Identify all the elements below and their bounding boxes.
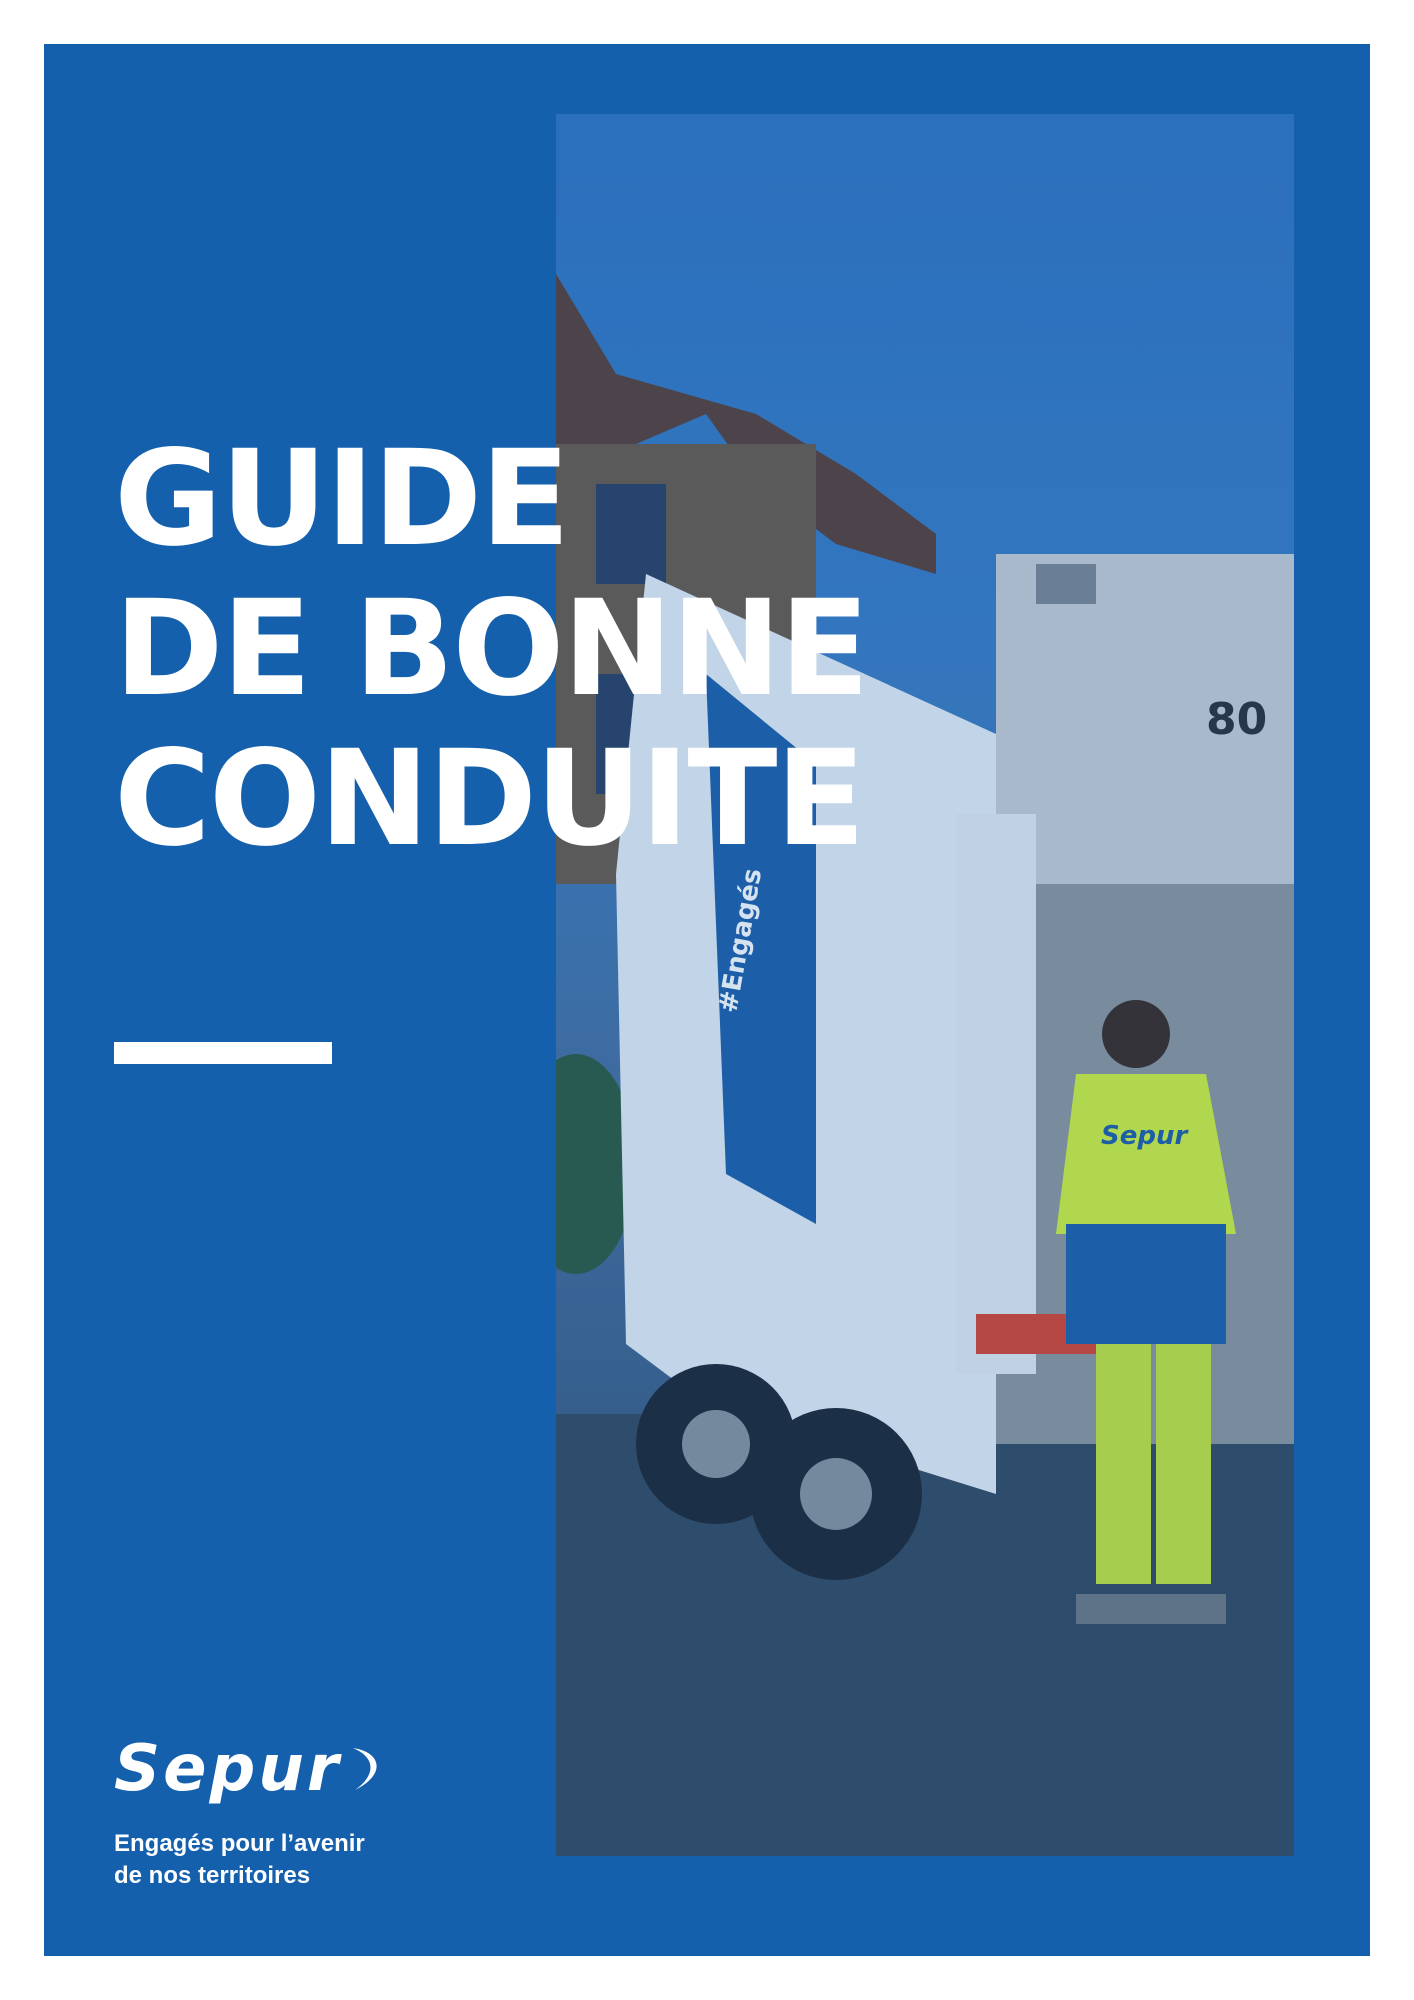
swoosh-icon <box>347 1744 391 1794</box>
truck-slogan: #Engagés <box>713 866 769 1016</box>
truck-plate: 80 <box>1206 694 1268 745</box>
logo-tagline <box>114 1828 514 1892</box>
logo-mark <box>114 1724 514 1814</box>
sepur-logo <box>114 1724 514 1892</box>
logo-wordmark: Sepur <box>114 1732 342 1806</box>
photo-tint <box>556 114 1294 1856</box>
cover-photo <box>556 114 1294 1856</box>
tagline-line-2: de nos territoires <box>114 1862 311 1889</box>
vest-logo: Sepur <box>1101 1121 1188 1151</box>
title-underline <box>114 1042 332 1064</box>
tagline-line-1: Engagés pour l’avenir <box>114 1830 365 1857</box>
title-line-2: DE BONNE <box>114 572 868 726</box>
title-line-1: GUIDE <box>114 422 569 576</box>
title-line-3: CONDUITE <box>114 722 864 876</box>
cover-panel <box>44 44 1370 1956</box>
page-title <box>114 424 868 874</box>
